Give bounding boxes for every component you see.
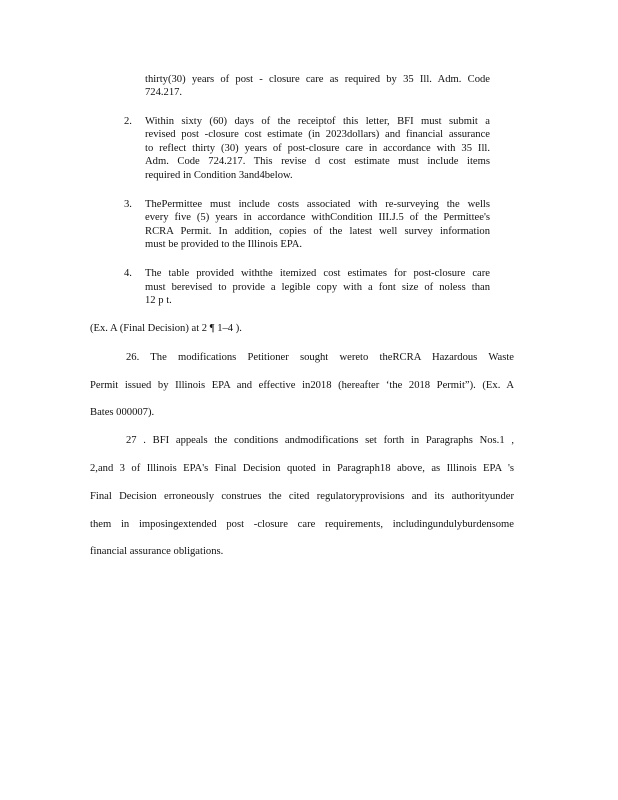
para27-line: financial assurance obligations. [90,546,224,557]
item3-line: ThePermittee must include costs associated with re-surveying the wells [145,199,490,210]
item2-line: Adm. Code 724.217. This revise d cost estimate must include items [145,156,490,167]
item-continued-line: thirty(30) years of post - closure care as required by 35 Ill. Adm. Code [145,74,490,85]
para27-line: 2,and 3 of Illinois EPA's Final Decision quoted in Paragraph18 above, as Illinois EPA 's [90,463,514,474]
para26-line: Bates 000007). [90,407,155,418]
item4-line: 12 p t. [145,295,172,306]
item2-line: to reflect thirty (30) years of post-closure care in accordance with 35 Ill. [145,143,490,154]
item4-line: The table provided withthe itemized cost estimates for post-closure care [145,268,490,279]
item-continued-line: 724.217. [145,87,183,98]
item2-line: Within sixty (60) days of the receiptof this letter, BFI must submit a [145,116,490,127]
item3-line: RCRA Permit. In addition, copies of the latest well survey information [145,226,490,237]
item2-line: revised post -closure cost estimate (in 2023dollars) and financial assurance [145,129,490,140]
citation: (Ex. A (Final Decision) at 2 ¶ 1–4 ). [90,323,242,334]
para27-line: 27 . BFI appeals the conditions andmodifications set forth in Paragraphs Nos.1 , [126,435,514,446]
item-number: 4. [124,268,132,279]
item-number: 2. [124,116,132,127]
para27-line: them in imposingextended post -closure care requirements, includingundulyburdensome [90,519,514,530]
item4-line: must berevised to provide a legible copy with a font size of noless than [145,282,490,293]
para26-line: 26. The modifications Petitioner sought wereto theRCRA Hazardous Waste [126,352,514,363]
item3-line: must be provided to the Illinois EPA. [145,239,303,250]
item-number: 3. [124,199,132,210]
item2-line: required in Condition 3and4below. [145,170,293,181]
item3-line: every five (5) years in accordance withCondition III.J.5 of the Permittee's [145,212,490,223]
para26-line: Permit issued by Illinois EPA and effective in2018 (hereafter ‘the 2018 Permit”). (Ex. A [90,380,514,391]
para27-line: Final Decision erroneously construes the cited regulatoryprovisions and its authorityunder [90,491,514,502]
